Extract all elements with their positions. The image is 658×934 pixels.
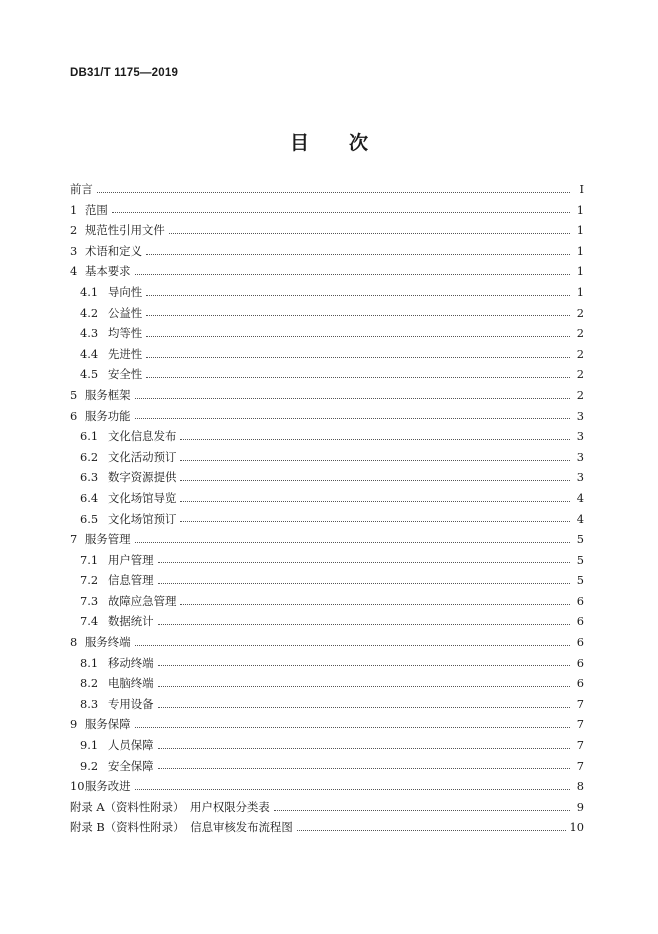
toc-entry-page-number: 6 <box>576 593 584 608</box>
toc-entry-number: 8.1 <box>80 655 99 670</box>
toc-entry[interactable] <box>70 179 584 200</box>
toc-entry-label: 信息管理 <box>108 573 154 588</box>
toc-entry-label: 文化场馆导览 <box>108 490 177 505</box>
toc-entry-label: 服务终端 <box>85 635 131 650</box>
toc-entry-label: 安全性 <box>108 367 143 382</box>
dot-leader <box>158 707 570 708</box>
dot-leader <box>297 830 566 831</box>
toc-entry[interactable] <box>70 344 584 365</box>
toc-entry[interactable] <box>70 756 584 777</box>
toc-entry-label: 电脑终端 <box>108 676 154 691</box>
toc-entry-number: 6.4 <box>80 490 99 505</box>
toc-entry-number: 4.5 <box>80 367 99 382</box>
toc-entry[interactable] <box>70 653 584 674</box>
dot-leader <box>135 542 570 543</box>
dot-leader <box>135 727 570 728</box>
toc-entry[interactable] <box>70 303 584 324</box>
toc-entry-number: 8.3 <box>80 696 99 711</box>
toc-entry-page-number: 2 <box>576 305 584 320</box>
dot-leader <box>158 686 570 687</box>
toc-entry-page-number: 10 <box>569 820 584 835</box>
toc-entry-number: 9.2 <box>80 758 99 773</box>
toc-entry-label: 数字资源提供 <box>108 470 177 485</box>
dot-leader <box>158 768 570 769</box>
toc-entry-number: 7 <box>70 532 78 547</box>
toc-entry-number: 7.1 <box>80 552 99 567</box>
toc-entry-label: 附录 B（资料性附录） 信息审核发布流程图 <box>70 820 293 835</box>
dot-leader <box>146 377 570 378</box>
toc-entry-label: 公益性 <box>108 305 143 320</box>
toc-entry-page-number: 5 <box>576 552 584 567</box>
toc-entry-label: 安全保障 <box>108 758 154 773</box>
toc-entry[interactable] <box>70 426 584 447</box>
toc-entry-label: 人员保障 <box>108 738 154 753</box>
dot-leader <box>135 418 570 419</box>
toc-entry[interactable] <box>70 509 584 530</box>
toc-entry-page-number: 6 <box>576 676 584 691</box>
page-title: 目次 <box>289 132 408 154</box>
toc-entry-page-number: 6 <box>576 614 584 629</box>
toc-entry-page-number: 2 <box>576 367 584 382</box>
toc-entry-number: 10 <box>70 779 85 794</box>
dot-leader <box>146 357 570 358</box>
toc-entry[interactable] <box>70 735 584 756</box>
toc-entry-label: 基本要求 <box>85 264 131 279</box>
toc-entry[interactable] <box>70 550 584 571</box>
toc-entry[interactable] <box>70 632 584 653</box>
toc-entry[interactable] <box>70 591 584 612</box>
toc-entry-page-number: 7 <box>576 758 584 773</box>
toc-entry[interactable] <box>70 714 584 735</box>
toc-entry-page-number: 1 <box>576 223 584 238</box>
toc-entry-page-number: I <box>579 182 584 196</box>
dot-leader <box>180 521 570 522</box>
dot-leader <box>158 624 570 625</box>
toc-entry-label: 服务功能 <box>85 408 131 423</box>
toc-entry[interactable] <box>70 776 584 797</box>
toc-entry[interactable] <box>70 241 584 262</box>
toc-entry-number: 6 <box>70 408 78 423</box>
toc-entry[interactable] <box>70 220 584 241</box>
toc-entry-label: 专用设备 <box>108 696 154 711</box>
toc-entry-label: 文化信息发布 <box>108 429 177 444</box>
toc-entry-label: 服务框架 <box>85 387 131 402</box>
toc-entry-label: 文化活动预订 <box>108 449 177 464</box>
toc-entry-label: 服务管理 <box>85 532 131 547</box>
toc-entry[interactable] <box>70 323 584 344</box>
dot-leader <box>158 748 570 749</box>
toc-entry-number: 6.3 <box>80 470 99 485</box>
toc-entry[interactable] <box>70 488 584 509</box>
toc-entry-label: 导向性 <box>108 284 143 299</box>
toc-entry-label: 移动终端 <box>108 655 154 670</box>
toc-entry-label: 范围 <box>85 202 108 217</box>
toc-entry[interactable] <box>70 447 584 468</box>
dot-leader <box>158 665 570 666</box>
toc-entry-label: 服务保障 <box>85 717 131 732</box>
dot-leader <box>146 295 570 296</box>
toc-entry-number: 1 <box>70 202 78 217</box>
toc-entry-number: 8 <box>70 635 78 650</box>
toc-entry[interactable] <box>70 673 584 694</box>
document-id: DB31/T 1175—2019 <box>70 67 179 79</box>
toc-entry-page-number: 4 <box>576 490 584 505</box>
toc-entry-number: 5 <box>70 387 78 402</box>
toc-entry[interactable] <box>70 364 584 385</box>
toc-entry-number: 9 <box>70 717 78 732</box>
toc-entry-page-number: 7 <box>576 717 584 732</box>
toc-entry-number: 4.4 <box>80 346 99 361</box>
toc-entry-page-number: 3 <box>576 408 584 423</box>
toc-entry-number: 2 <box>70 223 78 238</box>
toc-entry-page-number: 2 <box>576 326 584 341</box>
toc-entry[interactable] <box>70 282 584 303</box>
toc-entry-number: 7.3 <box>80 593 99 608</box>
toc-entry-page-number: 2 <box>576 346 584 361</box>
dot-leader <box>180 604 570 605</box>
dot-leader <box>135 789 570 790</box>
dot-leader <box>146 336 570 337</box>
dot-leader <box>135 645 570 646</box>
toc-entry-page-number: 3 <box>576 449 584 464</box>
toc-entry-page-number: 8 <box>576 779 584 794</box>
toc-entry-page-number: 5 <box>576 573 584 588</box>
toc-entry-number: 4.2 <box>80 305 99 320</box>
toc-entry-page-number: 9 <box>576 799 584 814</box>
toc-entry[interactable] <box>70 467 584 488</box>
toc-entry-number: 3 <box>70 243 78 258</box>
toc-entry-page-number: 5 <box>576 532 584 547</box>
dot-leader <box>274 810 570 811</box>
toc-entry-page-number: 3 <box>576 429 584 444</box>
toc-entry-number: 6.5 <box>80 511 99 526</box>
toc-entry-label: 文化场馆预订 <box>108 511 177 526</box>
toc-entry-page-number: 1 <box>576 284 584 299</box>
dot-leader <box>112 212 570 213</box>
toc-entry-page-number: 1 <box>576 202 584 217</box>
toc-entry[interactable] <box>70 406 584 427</box>
toc-entry-label: 用户管理 <box>108 552 154 567</box>
toc-entry[interactable] <box>70 797 584 818</box>
toc-entry-page-number: 6 <box>576 635 584 650</box>
toc-entry-number: 7.4 <box>80 614 99 629</box>
toc-entry-number: 6.1 <box>80 429 99 444</box>
toc-entry-label: 故障应急管理 <box>108 593 177 608</box>
dot-leader <box>180 480 570 481</box>
toc-entry[interactable] <box>70 385 584 406</box>
toc-entry-number: 4.3 <box>80 326 99 341</box>
toc-entry-page-number: 4 <box>576 511 584 526</box>
toc-entry-label: 前言 <box>70 182 93 196</box>
toc-entry-page-number: 6 <box>576 655 584 670</box>
toc-entry-number: 8.2 <box>80 676 99 691</box>
toc-entry-page-number: 3 <box>576 470 584 485</box>
dot-leader <box>180 439 570 440</box>
toc-entry-number: 4 <box>70 264 78 279</box>
toc-entry-label: 附录 A（资料性附录） 用户权限分类表 <box>70 799 270 814</box>
toc-entry-label: 数据统计 <box>108 614 154 629</box>
toc-entry-page-number: 2 <box>576 387 584 402</box>
toc-entry[interactable] <box>70 200 584 221</box>
dot-leader <box>180 501 570 502</box>
dot-leader <box>135 398 570 399</box>
toc-entry[interactable] <box>70 817 584 838</box>
toc-entry-label: 术语和定义 <box>85 243 142 258</box>
toc-entry-label: 先进性 <box>108 346 143 361</box>
toc-entry-page-number: 7 <box>576 696 584 711</box>
toc-entry[interactable] <box>70 261 584 282</box>
dot-leader <box>97 192 570 193</box>
dot-leader <box>169 233 570 234</box>
toc-entry-page-number: 1 <box>576 243 584 258</box>
toc-entry-number: 4.1 <box>80 284 99 299</box>
table-of-contents <box>70 179 584 838</box>
toc-entry-number: 6.2 <box>80 449 99 464</box>
toc-entry[interactable] <box>70 611 584 632</box>
toc-entry-number: 7.2 <box>80 573 99 588</box>
toc-entry[interactable] <box>70 529 584 550</box>
dot-leader <box>158 562 570 563</box>
dot-leader <box>146 254 570 255</box>
toc-entry-label: 均等性 <box>108 326 143 341</box>
toc-entry[interactable] <box>70 570 584 591</box>
toc-entry-page-number: 7 <box>576 738 584 753</box>
toc-entry-number: 9.1 <box>80 738 99 753</box>
dot-leader <box>180 460 570 461</box>
toc-entry[interactable] <box>70 694 584 715</box>
dot-leader <box>135 274 570 275</box>
toc-entry-label: 服务改进 <box>85 779 131 794</box>
dot-leader <box>158 583 570 584</box>
toc-entry-label: 规范性引用文件 <box>85 223 165 238</box>
dot-leader <box>146 315 570 316</box>
toc-entry-page-number: 1 <box>576 264 584 279</box>
